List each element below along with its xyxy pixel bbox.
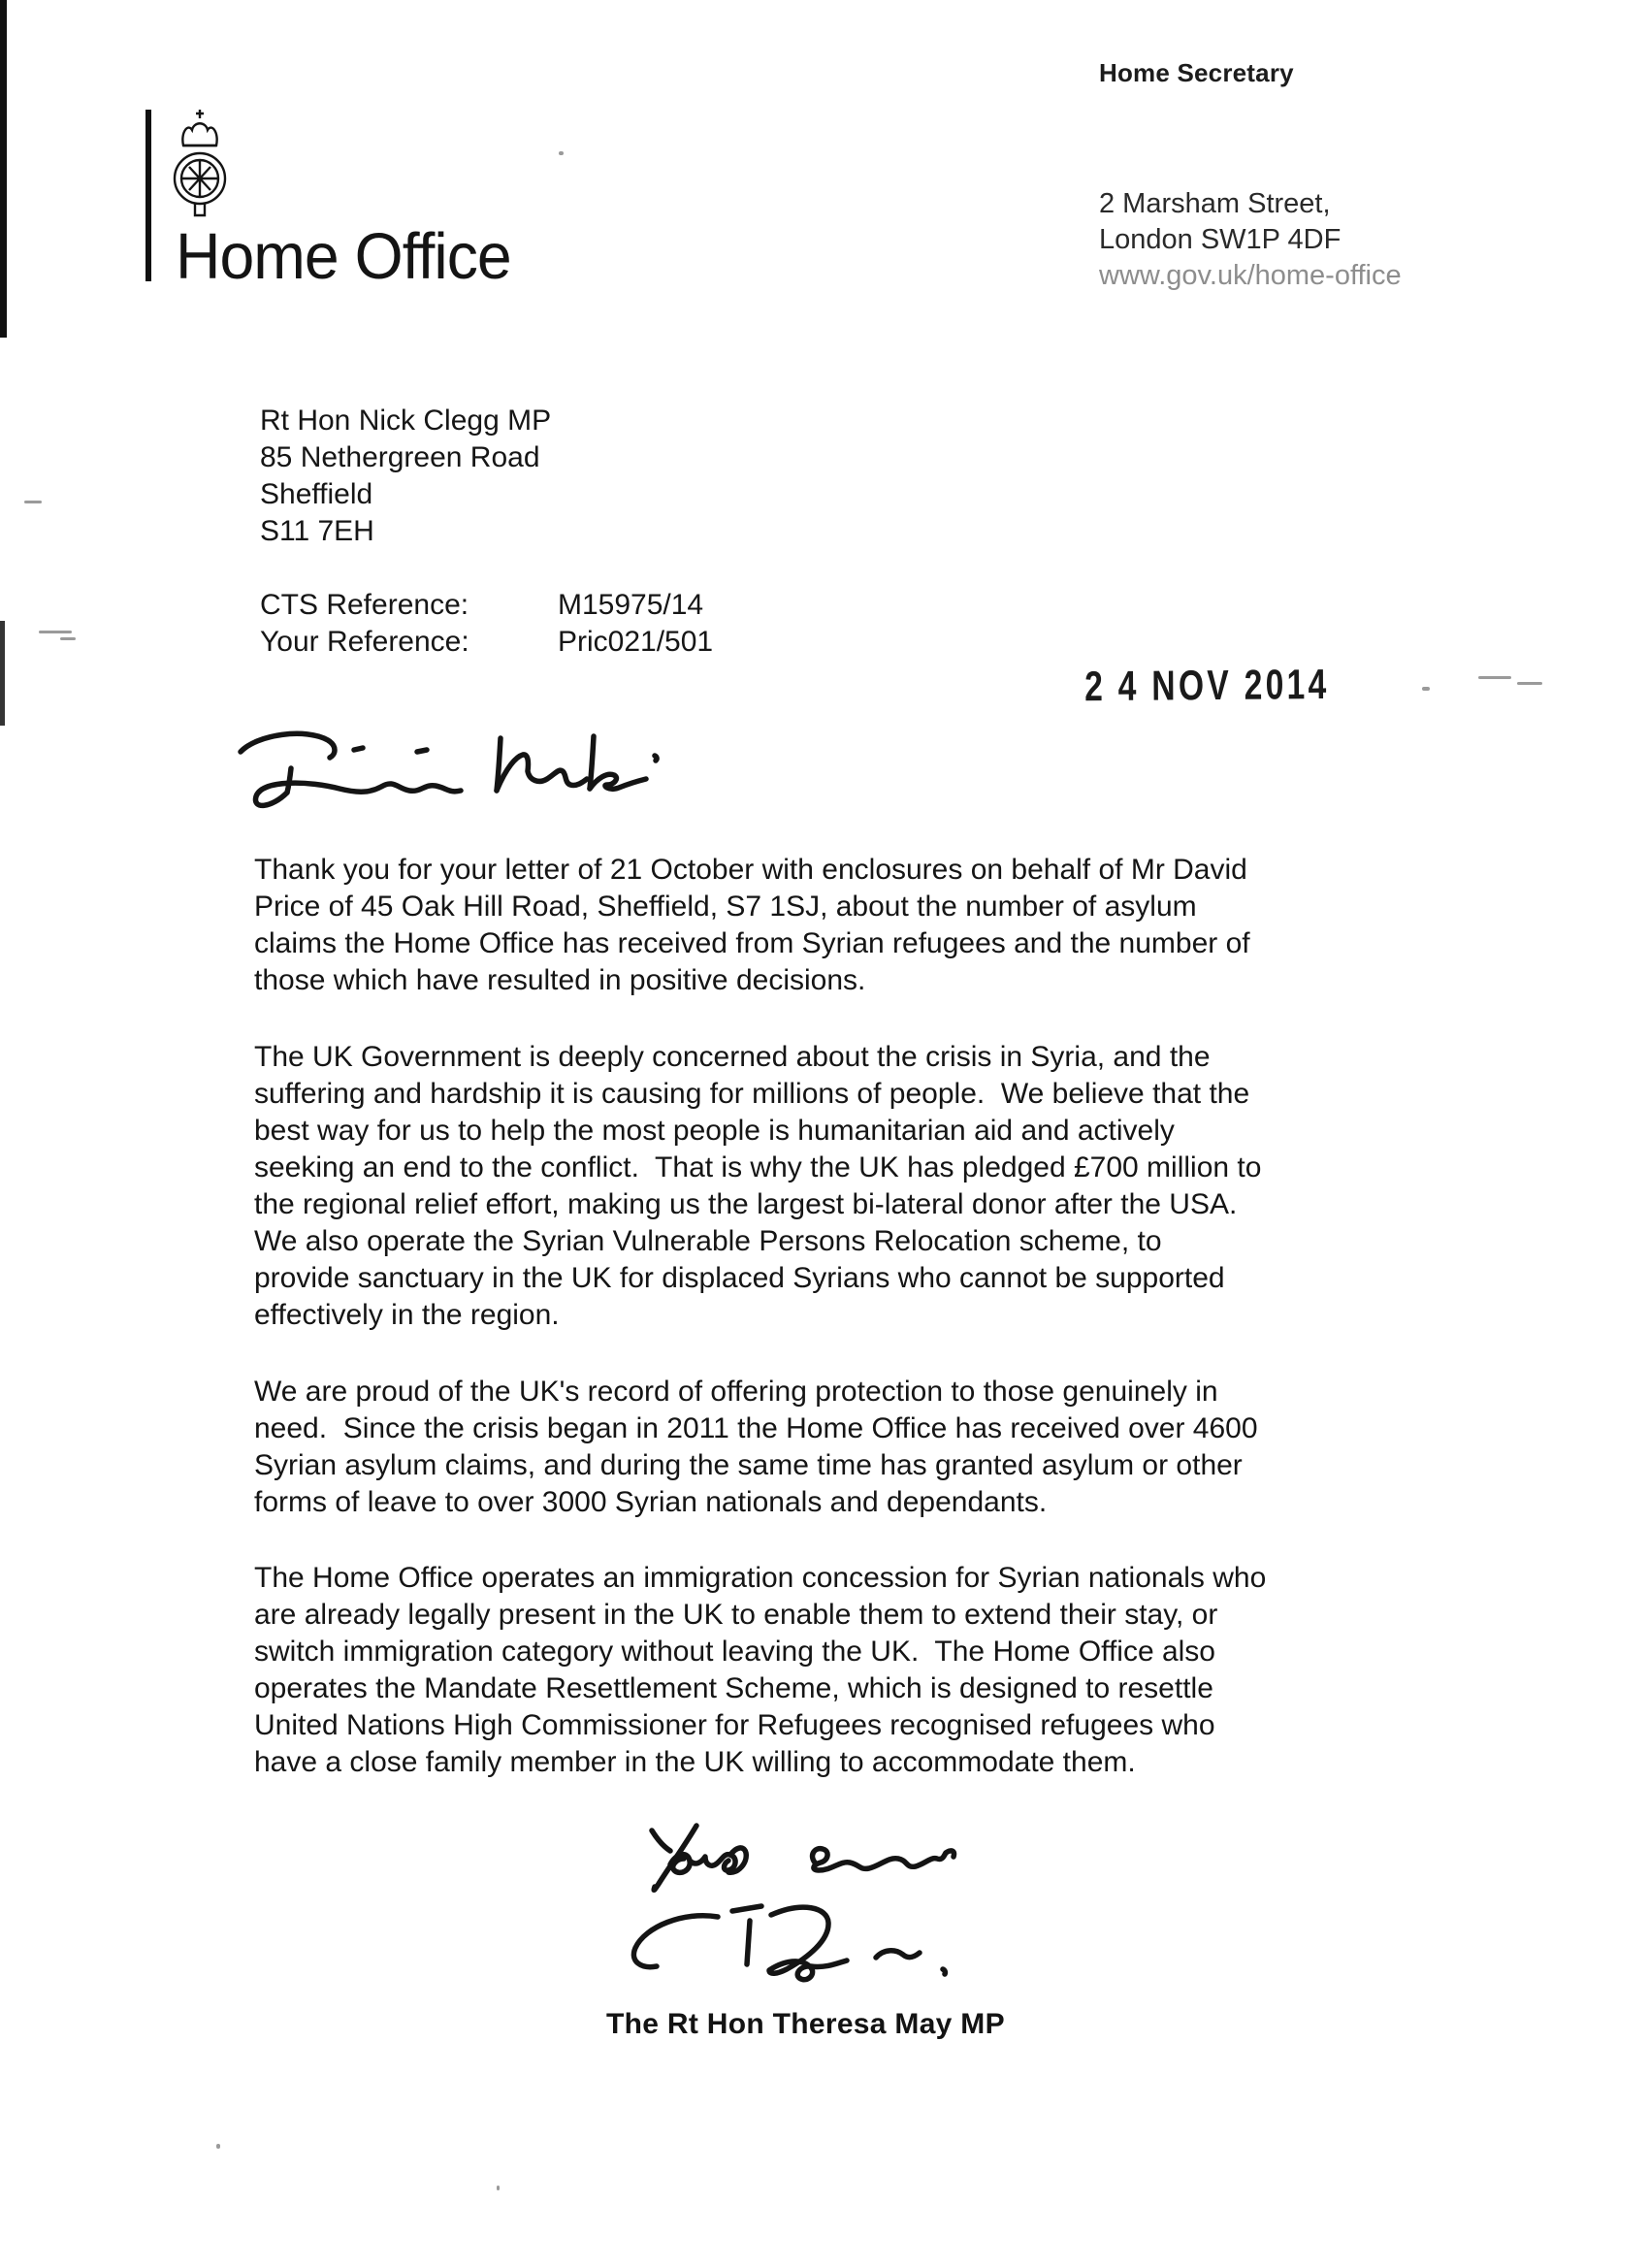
text-line: United Nations High Commissioner for Refugees recognised refugees who xyxy=(254,1709,1215,1741)
text-line: best way for us to help the most people is humanitarian aid and actively xyxy=(254,1115,1175,1147)
scan-artifact xyxy=(559,151,564,155)
office-address xyxy=(1099,186,1506,258)
scan-artifact xyxy=(497,2186,500,2190)
home-office-logo: Home Office xyxy=(176,220,511,293)
scan-artifact xyxy=(1478,676,1511,679)
text-line: the regional relief effort, making us the largest bi-lateral donor after the USA. xyxy=(254,1188,1238,1220)
scan-artifact xyxy=(39,631,72,633)
address-line: London SW1P 4DF xyxy=(1099,224,1342,255)
text-line: those which have resulted in positive decisions. xyxy=(254,964,866,996)
text-line: Syrian asylum claims, and during the same time has granted asylum or other xyxy=(254,1449,1243,1481)
cts-reference-row xyxy=(260,587,713,624)
cts-reference-label: CTS Reference: xyxy=(260,589,469,621)
your-reference-value: Pric021/501 xyxy=(558,626,714,658)
text-line: forms of leave to over 3000 Syrian nationals and dependants. xyxy=(254,1486,1048,1518)
text-line: seeking an end to the conflict. That is why the UK has pledged £700 million to xyxy=(254,1151,1262,1183)
text-line: effectively in the region. xyxy=(254,1299,560,1331)
text-line: 85 Nethergreen Road xyxy=(260,441,540,473)
reference-block xyxy=(260,587,713,661)
handwritten-closing-and-signature xyxy=(616,1822,1062,2016)
text-line: switch immigration category without leaving the UK. The Home Office also xyxy=(254,1636,1215,1668)
text-line: We also operate the Syrian Vulnerable Persons Relocation scheme, to xyxy=(254,1225,1162,1257)
text-line: need. Since the crisis began in 2011 the Home Office has received over 4600 xyxy=(254,1412,1258,1444)
scan-artifact xyxy=(24,501,42,503)
scan-artifact xyxy=(0,621,5,726)
handwritten-salutation xyxy=(223,723,728,849)
text-line: S11 7EH xyxy=(260,515,374,547)
cts-reference-value: M15975/14 xyxy=(558,589,704,621)
your-reference-row xyxy=(260,624,713,661)
letterhead-right xyxy=(1099,58,1506,294)
signatory-name: The Rt Hon Theresa May MP xyxy=(606,2008,1005,2040)
text-line: Rt Hon Nick Clegg MP xyxy=(260,405,552,437)
text-line: claims the Home Office has received from Syrian refugees and the number of xyxy=(254,927,1250,959)
text-line: Thank you for your letter of 21 October with enclosures on behalf of Mr David xyxy=(254,854,1247,886)
recipient-address xyxy=(260,403,551,550)
your-reference-label: Your Reference: xyxy=(260,626,469,658)
text-line: Sheffield xyxy=(260,478,373,510)
body-paragraph-1 xyxy=(254,852,1496,999)
text-line: are already legally present in the UK to enable them to extend their stay, or xyxy=(254,1599,1218,1631)
text-line: Price of 45 Oak Hill Road, Sheffield, S7 1SJ, about the number of asylum xyxy=(254,891,1197,923)
date-received-stamp: 2 4 NOV 2014 xyxy=(1084,660,1330,710)
body-paragraph-3 xyxy=(254,1374,1496,1521)
body-paragraph-4 xyxy=(254,1560,1496,1781)
scan-artifact xyxy=(216,2144,220,2149)
website-url: www.gov.uk/home-office xyxy=(1099,260,1402,291)
scan-artifact xyxy=(1517,682,1542,685)
text-line: suffering and hardship it is causing for millions of people. We believe that the xyxy=(254,1078,1250,1110)
body-paragraph-2 xyxy=(254,1039,1496,1334)
scan-artifact xyxy=(60,637,76,640)
text-line: operates the Mandate Resettlement Scheme, which is designed to resettle xyxy=(254,1672,1213,1704)
text-line: have a close family member in the UK willing to accommodate them. xyxy=(254,1746,1136,1778)
text-line: The Home Office operates an immigration concession for Syrian nationals who xyxy=(254,1562,1267,1594)
text-line: We are proud of the UK's record of offering protection to those genuinely in xyxy=(254,1376,1218,1408)
text-line: provide sanctuary in the UK for displaced Syrians who cannot be supported xyxy=(254,1262,1225,1294)
scan-artifact xyxy=(1422,687,1430,691)
address-line: 2 Marsham Street, xyxy=(1099,188,1331,219)
scan-artifact xyxy=(0,0,7,338)
home-secretary-title: Home Secretary xyxy=(1099,58,1294,87)
logo-divider-bar xyxy=(146,110,151,281)
text-line: The UK Government is deeply concerned about the crisis in Syria, and the xyxy=(254,1041,1211,1073)
royal-crest-icon xyxy=(168,107,232,227)
